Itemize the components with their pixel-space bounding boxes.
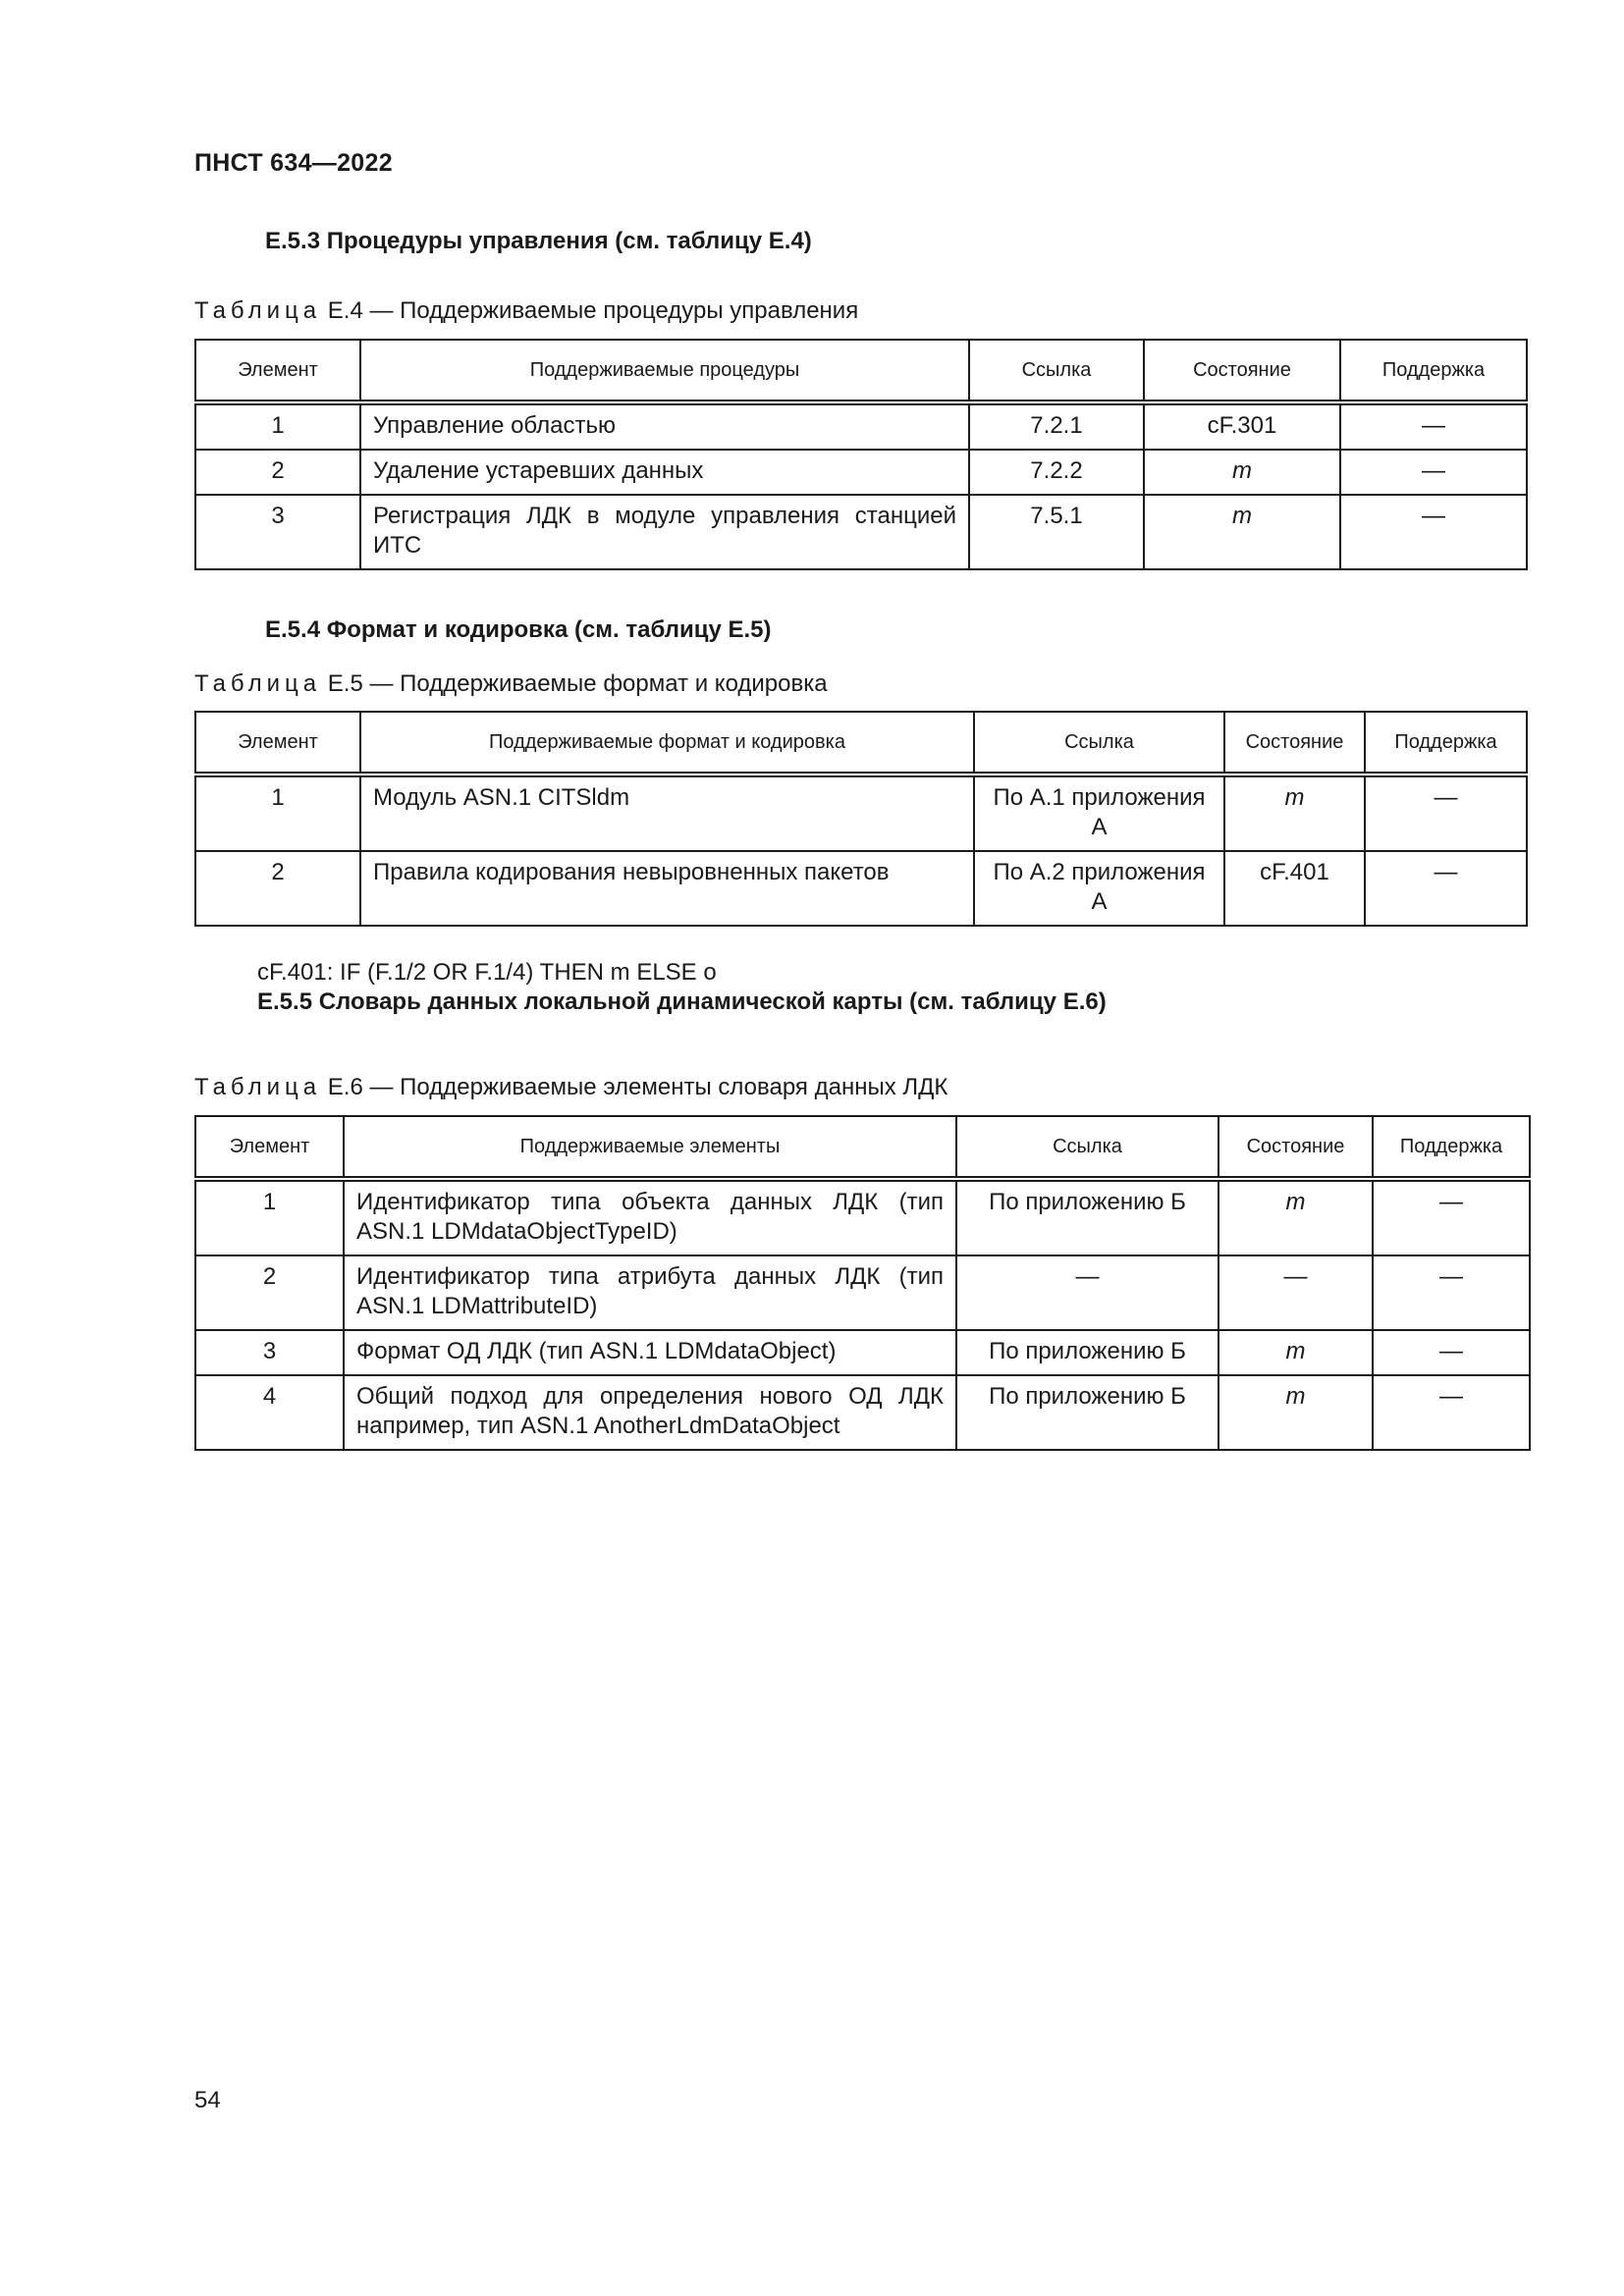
cell-support: —: [1373, 1330, 1530, 1375]
cell-reference: По А.1 приложения А: [974, 774, 1224, 851]
caption-text: E.6 — Поддерживаемые элементы словаря данных ЛДК: [321, 1074, 948, 1100]
table-e5-caption: [194, 670, 828, 698]
cell-format: Правила кодирования невыровненных пакетов: [360, 851, 974, 926]
cell-status: —: [1218, 1255, 1373, 1330]
table-row: [195, 774, 1527, 851]
cell-reference: —: [956, 1255, 1218, 1330]
cell-element: 1: [195, 402, 360, 450]
header-cell: Ссылка: [969, 340, 1144, 402]
cell-status: m: [1224, 774, 1365, 851]
header-cell: Ссылка: [956, 1116, 1218, 1179]
caption-word: Таблица: [194, 297, 322, 324]
header-cell: Ссылка: [974, 712, 1224, 774]
header-cell: Поддерживаемые процедуры: [360, 340, 969, 402]
cell-format: Модуль ASN.1 CITSldm: [360, 774, 974, 851]
page-number: 54: [194, 2087, 221, 2113]
caption-text: E.5 — Поддерживаемые формат и кодировка: [321, 670, 828, 697]
cell-support: —: [1340, 402, 1527, 450]
header-cell: Состояние: [1218, 1116, 1373, 1179]
table-header-row: [195, 340, 1527, 402]
table-row: [195, 1179, 1530, 1255]
table-e6-caption: [194, 1074, 947, 1101]
cell-item: Идентификатор типа атрибута данных ЛДК (тип ASN.1 LDMattributeID): [344, 1255, 956, 1330]
cell-reference: По приложению Б: [956, 1330, 1218, 1375]
table-row: [195, 402, 1527, 450]
cell-status: m: [1218, 1375, 1373, 1450]
table-row: [195, 1330, 1530, 1375]
table-row: [195, 495, 1527, 569]
caption-word: Таблица: [194, 1074, 322, 1100]
cell-status: m: [1144, 495, 1340, 569]
header-cell: Состояние: [1144, 340, 1340, 402]
header-cell: Поддерживаемые формат и кодировка: [360, 712, 974, 774]
cell-status: cF.301: [1144, 402, 1340, 450]
cell-element: 2: [195, 1255, 344, 1330]
table-row: [195, 450, 1527, 495]
cell-status: m: [1218, 1179, 1373, 1255]
cell-element: 3: [195, 1330, 344, 1375]
table-header-row: [195, 1116, 1530, 1179]
cell-element: 2: [195, 851, 360, 926]
cell-reference: По приложению Б: [956, 1179, 1218, 1255]
document-id: ПНСТ 634—2022: [194, 149, 393, 177]
cell-status: m: [1144, 450, 1340, 495]
section-heading-e54: E.5.4 Формат и кодировка (см. таблицу E.5): [265, 616, 772, 643]
header-cell: Элемент: [195, 340, 360, 402]
header-cell: Поддержка: [1365, 712, 1527, 774]
cell-status: m: [1218, 1330, 1373, 1375]
table-header-row: [195, 712, 1527, 774]
header-cell: Поддержка: [1373, 1116, 1530, 1179]
cell-support: —: [1365, 774, 1527, 851]
cell-procedure: Регистрация ЛДК в модуле управления станцией ИТС: [360, 495, 969, 569]
cell-support: —: [1340, 450, 1527, 495]
cell-support: —: [1365, 851, 1527, 926]
cell-support: —: [1340, 495, 1527, 569]
cell-item: Общий подход для определения нового ОД ЛДК например, тип ASN.1 AnotherLdmDataObject: [344, 1375, 956, 1450]
cell-element: 1: [195, 774, 360, 851]
cell-item: Формат ОД ЛДК (тип ASN.1 LDMdataObject): [344, 1330, 956, 1375]
caption-text: E.4 — Поддерживаемые процедуры управления: [321, 297, 859, 324]
table-row: [195, 1255, 1530, 1330]
cell-item: Идентификатор типа объекта данных ЛДК (тип ASN.1 LDMdataObjectTypeID): [344, 1179, 956, 1255]
table-e5-note: cF.401: IF (F.1/2 OR F.1/4) THEN m ELSE o: [257, 959, 717, 986]
cell-reference: 7.2.1: [969, 402, 1144, 450]
table-e6: [194, 1115, 1531, 1451]
cell-reference: 7.5.1: [969, 495, 1144, 569]
cell-reference: 7.2.2: [969, 450, 1144, 495]
table-e4: [194, 339, 1528, 570]
header-cell: Поддерживаемые элементы: [344, 1116, 956, 1179]
cell-element: 2: [195, 450, 360, 495]
cell-element: 3: [195, 495, 360, 569]
cell-procedure: Удаление устаревших данных: [360, 450, 969, 495]
cell-reference: По приложению Б: [956, 1375, 1218, 1450]
caption-word: Таблица: [194, 670, 322, 697]
section-heading-e55: E.5.5 Словарь данных локальной динамической карты (см. таблицу E.6): [257, 988, 1107, 1015]
section-heading-e53: E.5.3 Процедуры управления (см. таблицу E.4): [265, 228, 812, 254]
cell-procedure: Управление областью: [360, 402, 969, 450]
cell-element: 4: [195, 1375, 344, 1450]
header-cell: Поддержка: [1340, 340, 1527, 402]
table-row: [195, 1375, 1530, 1450]
cell-element: 1: [195, 1179, 344, 1255]
header-cell: Элемент: [195, 712, 360, 774]
table-e4-caption: [194, 297, 858, 325]
table-row: [195, 851, 1527, 926]
table-e5: [194, 711, 1528, 927]
header-cell: Элемент: [195, 1116, 344, 1179]
cell-status: cF.401: [1224, 851, 1365, 926]
header-cell: Состояние: [1224, 712, 1365, 774]
cell-support: —: [1373, 1255, 1530, 1330]
cell-support: —: [1373, 1179, 1530, 1255]
cell-support: —: [1373, 1375, 1530, 1450]
cell-reference: По А.2 приложения А: [974, 851, 1224, 926]
